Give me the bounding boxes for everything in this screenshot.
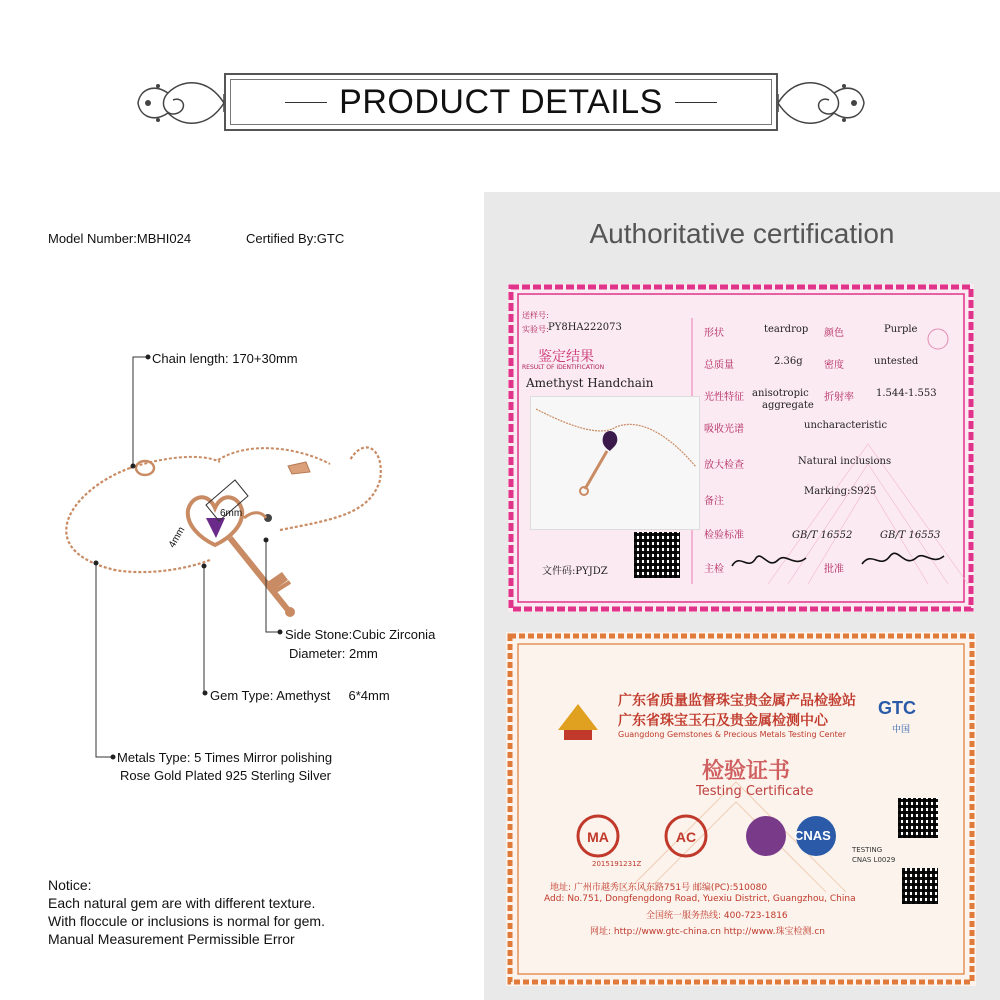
magnification-value: Natural inclusions: [798, 456, 892, 467]
svg-text:MA: MA: [587, 829, 609, 845]
certificate-title-en: Testing Certificate: [696, 784, 814, 799]
cnas-label: CNAS: [794, 828, 831, 843]
testing-label: TESTING: [852, 846, 883, 854]
result-label: 鉴定结果: [538, 349, 594, 365]
standard-value-1: GB/T 16552: [792, 530, 853, 541]
ri-value: 1.544-1.553: [876, 388, 937, 399]
notice-line: With floccule or inclusions is normal for gem.: [48, 913, 325, 929]
shape-value: teardrop: [764, 324, 809, 335]
colour-label: 颜色: [824, 328, 844, 339]
notice-title: Notice:: [48, 877, 92, 893]
qr-code: [634, 532, 680, 578]
notice-line: Each natural gem are with different texture.: [48, 895, 316, 911]
identification-result: Amethyst Handchain: [526, 376, 654, 390]
org-name-cn-2: 广东省珠宝玉石及贵金属检测中心: [618, 713, 828, 729]
density-value: untested: [874, 356, 919, 367]
authorizer-signature: [858, 544, 948, 576]
metals-plating: Rose Gold Plated 925 Sterling Silver: [120, 768, 332, 783]
page-title: PRODUCT DETAILS: [339, 82, 663, 121]
remarks-value: Marking:S925: [804, 486, 877, 497]
shape-label: 形状: [704, 328, 724, 339]
tester-label: 主检: [704, 564, 724, 575]
standard-value-2: GB/T 16553: [880, 530, 941, 541]
gtc-logo: GTC: [878, 698, 916, 718]
gtc-sub: 中国: [892, 725, 911, 735]
svg-text:AC: AC: [675, 829, 697, 845]
document-code: 文件码:PYJDZ: [542, 566, 608, 577]
remarks-label: 备注: [704, 496, 724, 507]
colour-value: Purple: [884, 324, 918, 335]
magnification-label: 放大检查: [704, 460, 744, 471]
authorizer-label: 批准: [824, 564, 844, 575]
side-stone-diameter: Diameter: 2mm: [289, 646, 378, 661]
qr-code: [898, 798, 938, 838]
certified-by: Certified By:GTC: [246, 231, 345, 246]
absorption-label: 吸收光谱: [704, 424, 744, 435]
certificate-title-cn: 检验证书: [702, 759, 791, 784]
testing-certificate: [506, 632, 976, 986]
address-en: Add: No.751, Dongfengdong Road, Yuexiu District, Guangzhou, China: [544, 894, 856, 904]
qr-code-2: [902, 868, 938, 904]
dimension-height: 4mm: [166, 525, 188, 550]
notice-line: Manual Measurement Permissible Error: [48, 931, 295, 947]
gem-type: Gem Type: Amethyst 6*4mm: [210, 688, 390, 703]
address-cn: 地址: 广州市越秀区东风东路751号 邮编(PC):510080: [550, 883, 768, 893]
sample-no-label: 送样号:: [522, 311, 549, 320]
title-dash-right: [675, 102, 717, 103]
ma-code: 2015191231Z: [592, 860, 642, 868]
optic-value: anisotropic: [752, 388, 809, 399]
mass-label: 总质量: [704, 360, 734, 371]
ri-label: 折射率: [824, 392, 854, 403]
result-sublabel: RESULT OF IDENTIFICATION: [522, 364, 605, 371]
chain-length: Chain length: 170+30mm: [152, 351, 298, 366]
website: 网址: http://www.gtc-china.cn http://www.珠宝检测.cn: [590, 927, 825, 937]
optic-label: 光性特征: [704, 392, 744, 403]
optic-value-2: aggregate: [762, 400, 814, 411]
certification-heading: Authoritative certification: [589, 218, 895, 249]
hotline: 全国统一服务热线: 400-723-1816: [646, 911, 788, 921]
lab-no: PY8HA222073: [548, 322, 622, 333]
standard-label: 检验标准: [704, 530, 744, 541]
callout-lines: [0, 0, 480, 1000]
dimension-width: 6mm: [220, 508, 243, 519]
side-stone: Side Stone:Cubic Zirconia: [285, 627, 436, 642]
org-logo-icon: [554, 698, 602, 746]
tester-signature: [728, 548, 818, 576]
org-name-cn-1: 广东省质量监督珠宝贵金属产品检验站: [618, 693, 856, 709]
model-number: Model Number:MBHI024: [48, 231, 192, 246]
density-label: 密度: [824, 360, 844, 371]
lab-no-label: 实验号:: [522, 325, 549, 334]
metals-type: Metals Type: 5 Times Mirror polishing: [117, 750, 333, 765]
org-name-en: Guangdong Gemstones & Precious Metals Testing Center: [618, 730, 846, 739]
absorption-value: uncharacteristic: [804, 420, 888, 431]
mass-value: 2.36g: [774, 356, 803, 367]
product-photo: [530, 396, 700, 530]
cnas-code: CNAS L0029: [852, 856, 896, 864]
identification-certificate: [508, 284, 974, 612]
